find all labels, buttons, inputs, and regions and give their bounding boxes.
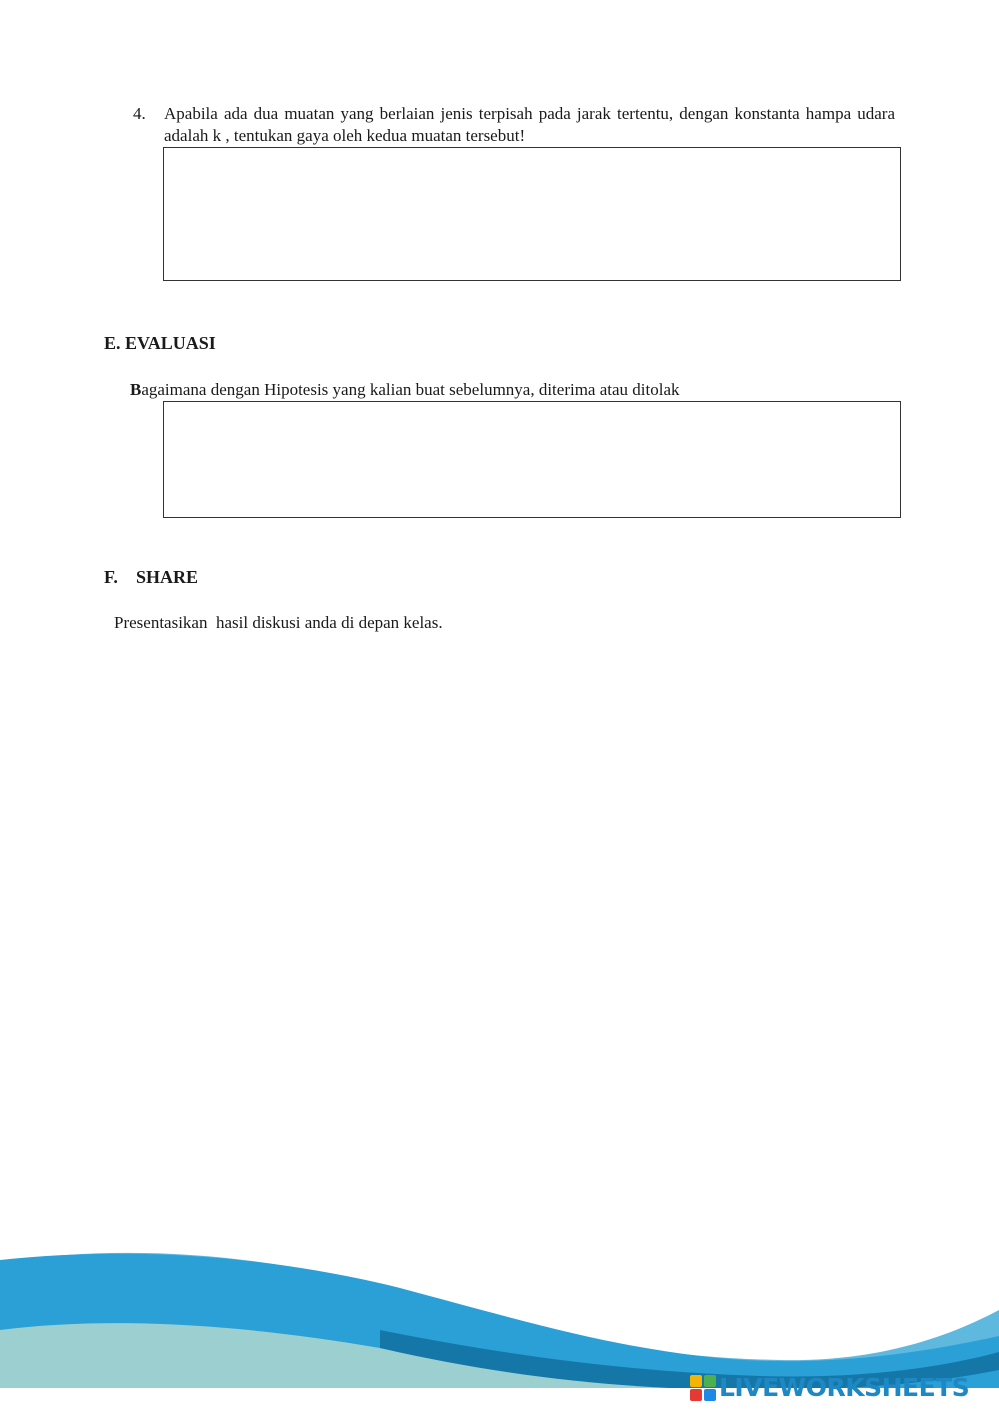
share-instruction: Presentasikan hasil diskusi anda di depan kelas. bbox=[114, 613, 443, 632]
answer-box-question-4[interactable] bbox=[163, 147, 901, 281]
question-4-number: 4. bbox=[133, 104, 146, 123]
question-4-text: Apabila ada dua muatan yang berlaian jenis terpisah pada jarak tertentu, dengan konstanta hampa udara adalah k , tentukan gaya oleh kedua muatan tersebut! bbox=[164, 104, 895, 145]
evaluation-prompt-first-letter: B bbox=[130, 380, 142, 399]
evaluation-prompt-rest: agaimana dengan Hipotesis yang kalian buat sebelumnya, diterima atau ditolak bbox=[141, 380, 680, 399]
answer-box-evaluation[interactable] bbox=[163, 401, 901, 518]
liveworksheets-wordmark: LIVEWORKSHEETS bbox=[719, 1373, 970, 1402]
section-e-heading: E. EVALUASI bbox=[104, 333, 216, 353]
section-f-label: F. bbox=[104, 567, 118, 587]
section-f-heading bbox=[104, 566, 198, 588]
section-f-title: SHARE bbox=[136, 567, 199, 587]
evaluation-prompt bbox=[130, 379, 680, 401]
liveworksheets-brand bbox=[690, 1372, 969, 1404]
liveworksheets-logo-icon bbox=[690, 1375, 716, 1401]
